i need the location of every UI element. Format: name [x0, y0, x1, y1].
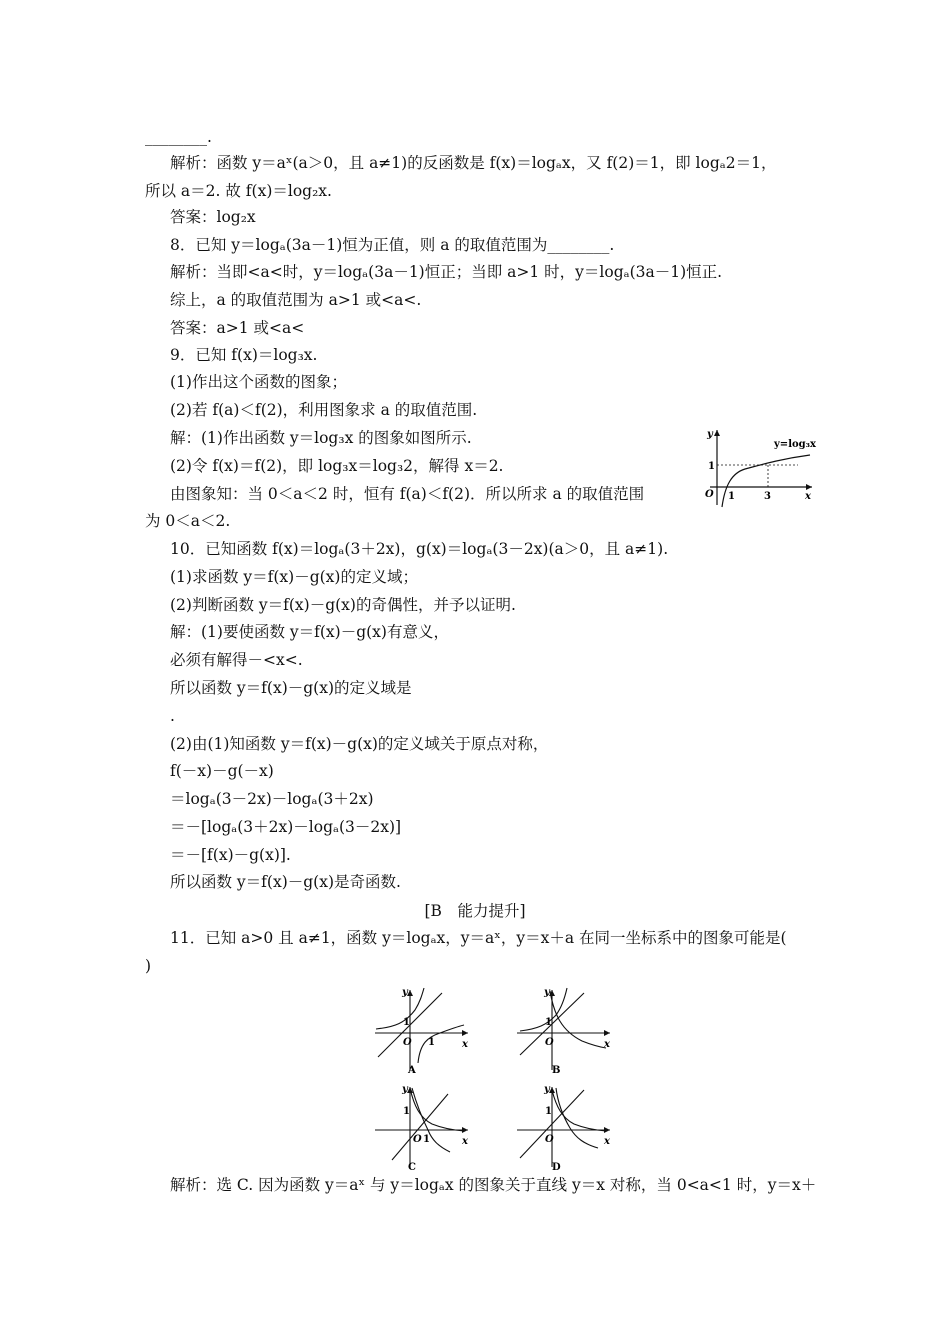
text-line: f(－x)－g(－x) [170, 762, 274, 780]
question-9: 9．已知 f(x)＝log₃x. [170, 346, 318, 364]
option-label-a: A [408, 1065, 416, 1075]
text-line: ＝－[f(x)－g(x)]. [170, 846, 291, 864]
x-tick-1: 1 [423, 1134, 430, 1145]
option-label-d: D [552, 1162, 561, 1172]
text-line: 解：(1)要使函数 y＝f(x)－g(x)有意义， [170, 623, 449, 641]
y-tick-1: 1 [403, 1017, 410, 1028]
text-line: 解析：函数 y＝aˣ(a＞0，且 a≠1)的反函数是 f(x)＝logₐx，又 f(2)＝1，即 logₐ2＝1， [170, 154, 777, 172]
text-line: 为 0＜a＜2. [145, 512, 231, 530]
origin-label: O [403, 1037, 412, 1048]
y-axis-label: y [402, 1084, 408, 1095]
text-line: ) [145, 957, 152, 975]
x-axis-label: x [462, 1039, 468, 1050]
origin-label: O [705, 489, 714, 500]
y-tick-1: 1 [545, 1017, 552, 1028]
text-line: 解：(1)作出函数 y＝log₃x 的图象如图所示. [170, 429, 472, 447]
text-line: (2)由(1)知函数 y＝f(x)－g(x)的定义域关于原点对称， [170, 735, 549, 753]
text-line: 由图象知：当 0＜a＜2 时，恒有 f(a)＜f(2)．所以所求 a 的取值范围 [170, 485, 645, 503]
section-heading: [B 能力提升] [424, 902, 526, 920]
question-11: 11．已知 a>0 且 a≠1，函数 y＝logₐx，y＝aˣ，y＝x＋a 在同一坐标系中的图象可能是( [170, 929, 787, 947]
y-axis-label: y [544, 1084, 550, 1095]
blank-line: ________. [145, 128, 212, 146]
y-axis-label: y [402, 987, 408, 998]
text-line: (1)求函数 y＝f(x)－g(x)的定义域； [170, 568, 418, 586]
text-line: (2)判断函数 y＝f(x)－g(x)的奇偶性，并予以证明. [170, 596, 516, 614]
x-axis-label: x [805, 491, 811, 502]
option-c-graph [370, 1082, 480, 1172]
origin-label: O [545, 1134, 554, 1145]
text-line: 综上，a 的取值范围为 a>1 或<a<. [170, 291, 422, 309]
answer-line: 答案：log₂x [170, 208, 256, 226]
text-line: 解析：选 C. 因为函数 y＝aˣ 与 y＝logₐx 的图象关于直线 y＝x 对称，当 0<a<1 时，y＝x＋ [170, 1176, 817, 1194]
log3-graph-figure [700, 425, 820, 510]
text-line: 所以函数 y＝f(x)－g(x)是奇函数. [170, 873, 401, 891]
y-axis-label: y [544, 987, 550, 998]
text-line: 解析：当即<a<时，y＝logₐ(3a－1)恒正；当即 a>1 时，y＝logₐ(3a－1)恒正. [170, 263, 723, 281]
x-axis-label: x [604, 1039, 610, 1050]
option-d-graph [512, 1082, 622, 1172]
x-tick-1: 1 [728, 491, 735, 502]
text-line: (2)若 f(a)＜f(2)，利用图象求 a 的取值范围. [170, 401, 478, 419]
answer-line: 答案：a>1 或<a< [170, 319, 305, 337]
y-tick-1: 1 [708, 461, 715, 472]
text-line: . [170, 707, 175, 725]
y-axis-label: y [707, 429, 713, 440]
question-10: 10．已知函数 f(x)＝logₐ(3＋2x)，g(x)＝logₐ(3－2x)(a＞0，且 a≠1). [170, 540, 669, 558]
x-axis-label: x [604, 1136, 610, 1147]
text-line: (2)令 f(x)＝f(2)，即 log₃x＝log₃2，解得 x＝2. [170, 457, 504, 475]
question-8: 8．已知 y＝logₐ(3a－1)恒为正值，则 a 的取值范围为________. [170, 236, 615, 254]
x-tick-1: 1 [428, 1037, 435, 1048]
option-b-graph [512, 985, 622, 1075]
x-tick-3: 3 [764, 491, 771, 502]
text-line: 所以函数 y＝f(x)－g(x)的定义域是 [170, 679, 412, 697]
option-label-b: B [552, 1065, 561, 1075]
y-tick-1: 1 [403, 1106, 410, 1117]
y-tick-1: 1 [545, 1106, 552, 1117]
origin-label: O [545, 1037, 554, 1048]
text-line: 必须有解得－<x<. [170, 651, 303, 669]
text-line: ＝logₐ(3－2x)－logₐ(3＋2x) [170, 790, 374, 808]
text-line: (1)作出这个函数的图象； [170, 373, 347, 391]
origin-label: O [413, 1134, 422, 1145]
option-label-c: C [408, 1162, 416, 1172]
curve-label: y=log₃x [774, 439, 816, 450]
text-line: ＝－[logₐ(3＋2x)－logₐ(3－2x)] [170, 818, 402, 836]
option-a-graph [370, 985, 480, 1075]
text-line: 所以 a＝2. 故 f(x)＝log₂x. [145, 182, 332, 200]
x-axis-label: x [462, 1136, 468, 1147]
